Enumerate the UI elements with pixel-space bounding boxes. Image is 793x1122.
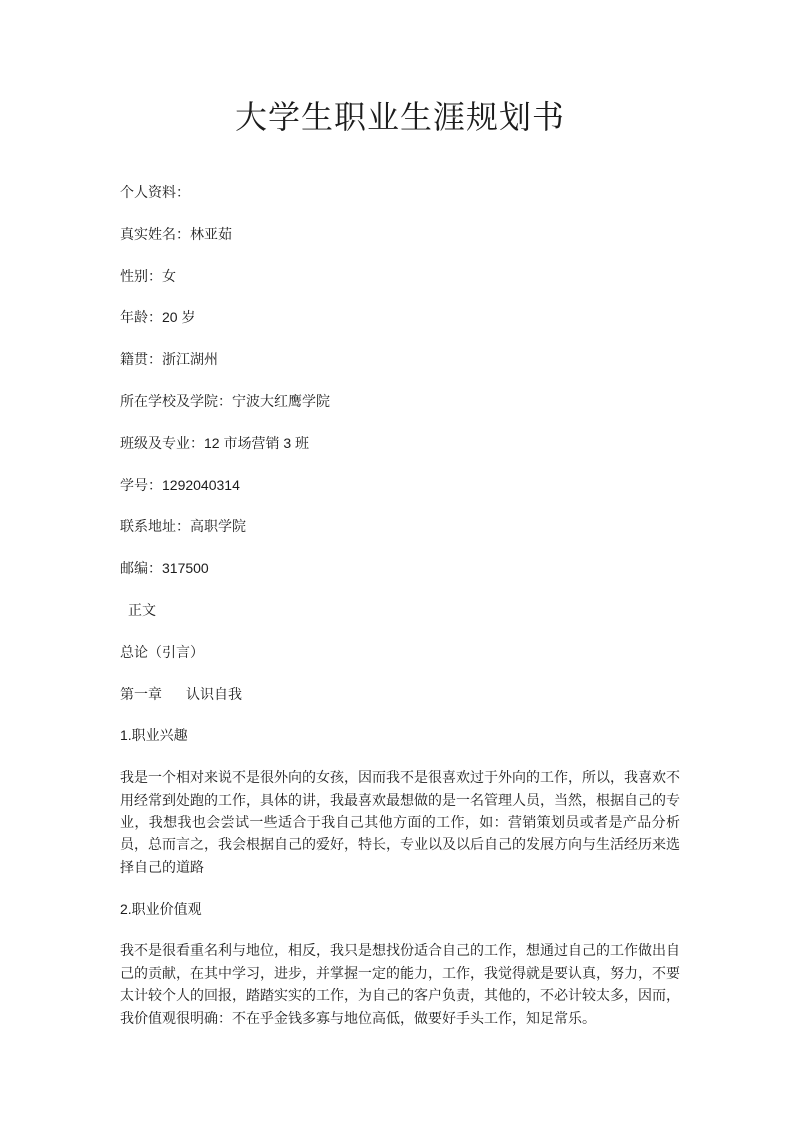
info-line-age bbox=[120, 306, 680, 328]
info-label-age: 年龄： bbox=[120, 309, 162, 326]
info-line-postcode bbox=[120, 557, 680, 579]
info-label-gender: 性别： bbox=[120, 267, 162, 284]
body-text-label: 正文 bbox=[128, 601, 156, 618]
info-label-postcode: 邮编： bbox=[120, 560, 162, 577]
info-value-native-place: 浙江湖州 bbox=[162, 351, 218, 368]
document-title: 大学生职业生涯规划书 bbox=[234, 99, 565, 135]
info-line-student-id bbox=[120, 474, 680, 496]
section-2-heading: 2.职业价值观 bbox=[120, 900, 202, 917]
intro-heading: 总论（引言） bbox=[120, 643, 204, 660]
section-2-paragraph: 我不是很看重名利与地位，相反，我只是想找份适合自己的工作，想通过自己的工作做出自己的贡献，在其中学习，进步，并掌握一定的能力，工作，我觉得就是要认真，努力，不要太计较个人的回报，踏踏实实的工作，为自己的客户负责，其他的，不必计较太多，因而，我价值观很明确：不在乎金钱多寡与地位高低，做要好手头工作，知足常乐。 bbox=[120, 942, 680, 1026]
info-value-real-name: 林亚茹 bbox=[190, 225, 232, 242]
chapter-number: 第一章 bbox=[120, 685, 162, 702]
chapter-title: 认识自我 bbox=[186, 685, 242, 702]
info-value-postcode: 317500 bbox=[162, 560, 209, 577]
info-line-school bbox=[120, 390, 680, 412]
info-value-gender: 女 bbox=[162, 267, 176, 284]
info-value-class-major: 12 市场营销 3 班 bbox=[204, 434, 310, 451]
section-1-paragraph: 我是一个相对来说不是很外向的女孩，因而我不是很喜欢过于外向的工作，所以，我喜欢不用经常到处跑的工作，具体的讲，我最喜欢最想做的是一名管理人员，当然，根据自己的专业，我想我也会尝试一些适合于我自己其他方面的工作，如：营销策划员或者是产品分析员，总而言之，我会根据自己的爱好，特长，专业以及以后自己的发展方向与生活经历来选择自己的道路 bbox=[120, 769, 680, 875]
info-value-address: 高职学院 bbox=[190, 518, 246, 535]
chapter-heading bbox=[120, 683, 680, 705]
info-line-gender bbox=[120, 265, 680, 287]
personal-info-heading: 个人资料： bbox=[120, 184, 190, 200]
info-label-address: 联系地址： bbox=[120, 518, 190, 535]
info-label-native-place: 籍贯： bbox=[120, 351, 162, 368]
info-value-student-id: 1292040314 bbox=[162, 476, 240, 493]
info-label-school: 所在学校及学院： bbox=[120, 392, 232, 409]
info-value-age: 20 岁 bbox=[162, 309, 196, 326]
info-line-class-major bbox=[120, 432, 680, 454]
section-1-heading: 1.职业兴趣 bbox=[120, 727, 188, 744]
info-line-address bbox=[120, 515, 680, 537]
info-label-real-name: 真实姓名： bbox=[120, 225, 190, 242]
info-line-native-place bbox=[120, 348, 680, 370]
info-line-real-name bbox=[120, 223, 680, 245]
info-label-class-major: 班级及专业： bbox=[120, 434, 204, 451]
info-value-school: 宁波大红鹰学院 bbox=[232, 392, 330, 409]
info-label-student-id: 学号： bbox=[120, 476, 162, 493]
